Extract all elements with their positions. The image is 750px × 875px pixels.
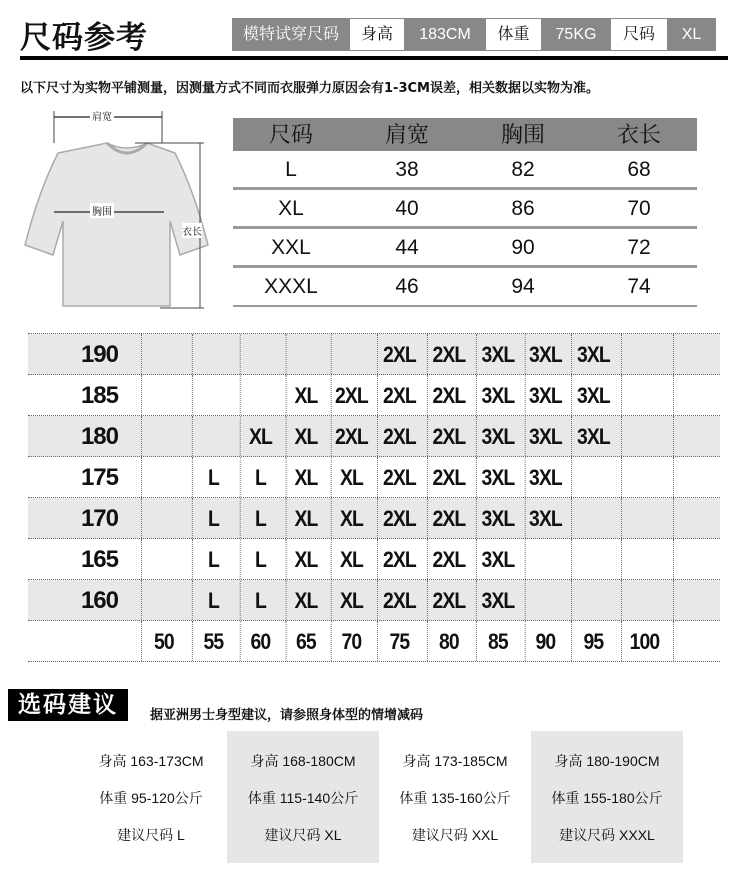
grid-row [28, 375, 720, 416]
advice-weight: 体重 155-180公斤 [551, 790, 663, 806]
advice-card [75, 731, 227, 863]
model-height-label: 身高 [350, 19, 404, 50]
size-cell: L [192, 580, 234, 620]
model-info-strip [232, 18, 716, 51]
size-cell: 3XL [476, 498, 519, 538]
size-cell: 3XL [476, 580, 519, 620]
model-height: 183CM [419, 26, 471, 43]
size-cell: XL [286, 457, 326, 497]
measurement-note: 以下尺寸为实物平铺测量，因测量方式不同而衣服弹力原因会有1-3CM误差，相关数据以实物为准。 [20, 81, 599, 96]
weight-label: 85 [476, 621, 519, 661]
model-label: 模特试穿尺码 [242, 26, 339, 43]
model-size: XL [681, 26, 702, 43]
size-cell: XL [331, 457, 371, 497]
advice-height: 身高 173-185CM [402, 753, 508, 769]
weight-label [673, 621, 717, 661]
advice-title: 选码建议 [8, 689, 128, 721]
spec-cell: 82 [511, 158, 535, 181]
advice-subtitle: 据亚洲男士身型建议，请参照身体型的情增减码 [150, 708, 424, 723]
spec-header-cell: 衣长 [616, 122, 661, 147]
size-cell: 2XL [377, 334, 421, 374]
size-cell [673, 539, 717, 579]
spec-row [233, 229, 697, 268]
size-cell: L [240, 457, 280, 497]
size-cell [621, 416, 667, 456]
spec-header-cell: 肩宽 [384, 122, 429, 147]
weight-label: 75 [377, 621, 421, 661]
size-cell [621, 334, 667, 374]
size-cell [141, 457, 186, 497]
size-cell: L [192, 498, 234, 538]
size-cell [240, 375, 280, 415]
size-cell: 3XL [525, 334, 565, 374]
advice-weight: 体重 95-120公斤 [99, 790, 203, 806]
size-cell: 2XL [377, 375, 421, 415]
size-cell: 2XL [427, 539, 470, 579]
size-cell: 3XL [476, 539, 519, 579]
size-cell [571, 539, 615, 579]
size-cell: 3XL [476, 334, 519, 374]
size-cell [141, 539, 186, 579]
spec-header-cell: 尺码 [268, 122, 313, 147]
size-grid [28, 333, 720, 662]
size-cell: L [192, 457, 234, 497]
advice-height: 身高 180-190CM [554, 753, 660, 769]
tshirt-icon [20, 103, 220, 313]
size-cell: XL [286, 539, 326, 579]
model-size-label: 尺码 [611, 19, 667, 50]
advice-card [379, 731, 531, 863]
size-cell [673, 416, 717, 456]
height-label: 190 [80, 341, 118, 368]
size-cell: 2XL [331, 375, 371, 415]
size-cell: L [192, 539, 234, 579]
size-cell: 2XL [331, 416, 371, 456]
spec-row [233, 151, 697, 190]
grid-row [28, 334, 720, 375]
weight-label: 55 [192, 621, 234, 661]
size-cell: 2XL [427, 375, 470, 415]
advice-size: 建议尺码 XXL [411, 827, 499, 843]
advice-weight: 体重 135-160公斤 [399, 790, 511, 806]
spec-cell: 72 [627, 236, 651, 259]
advice-card [531, 731, 683, 863]
size-cell [331, 334, 371, 374]
size-cell: L [240, 498, 280, 538]
weight-corner [28, 621, 138, 661]
size-cell: 3XL [571, 334, 615, 374]
size-cell [192, 375, 234, 415]
spec-cell: 94 [511, 275, 535, 298]
size-cell: XL [286, 375, 326, 415]
grid-row [28, 580, 720, 621]
size-spec-table [233, 118, 697, 307]
advice-cards [75, 731, 683, 863]
weight-label: 90 [525, 621, 565, 661]
size-cell: 3XL [476, 416, 519, 456]
size-cell: L [240, 539, 280, 579]
spec-cell: 38 [395, 158, 419, 181]
height-label: 170 [80, 505, 118, 532]
size-cell: 2XL [427, 457, 470, 497]
size-cell: 3XL [525, 457, 565, 497]
height-label: 165 [80, 546, 118, 573]
spec-cell: 46 [395, 275, 419, 298]
size-cell [525, 580, 565, 620]
grid-row [28, 416, 720, 457]
size-cell: XL [331, 539, 371, 579]
length-label: 衣长 [182, 223, 202, 238]
advice-size: 建议尺码 XXXL [559, 827, 655, 843]
size-cell [571, 498, 615, 538]
weight-label: 80 [427, 621, 470, 661]
shoulder-label: 肩宽 [90, 108, 114, 123]
size-cell [673, 498, 717, 538]
size-cell: L [240, 580, 280, 620]
size-cell: 2XL [377, 416, 421, 456]
size-cell: 3XL [476, 457, 519, 497]
spec-header [233, 118, 697, 151]
weight-label: 50 [141, 621, 186, 661]
weight-label: 95 [571, 621, 615, 661]
size-cell [192, 416, 234, 456]
size-cell: XL [331, 580, 371, 620]
size-cell: 2XL [427, 416, 470, 456]
size-cell [673, 334, 717, 374]
size-cell: 2XL [377, 580, 421, 620]
size-cell: 3XL [571, 375, 615, 415]
model-weight-label: 体重 [486, 19, 541, 50]
height-label: 160 [80, 587, 118, 614]
tshirt-diagram [20, 103, 220, 313]
size-cell: 2XL [427, 334, 470, 374]
size-cell: XL [286, 498, 326, 538]
size-cell: XL [286, 580, 326, 620]
divider [20, 56, 728, 60]
weight-label: 70 [331, 621, 371, 661]
size-cell [673, 580, 717, 620]
spec-row [233, 190, 697, 229]
size-cell: 2XL [377, 498, 421, 538]
size-cell: 2XL [377, 539, 421, 579]
spec-header-cell: 胸围 [500, 122, 545, 147]
spec-cell: XXXL [264, 275, 318, 298]
spec-cell: 86 [511, 197, 535, 220]
size-cell: 2XL [427, 580, 470, 620]
size-cell [621, 580, 667, 620]
height-label: 180 [80, 423, 118, 450]
weight-label: 100 [621, 621, 667, 661]
size-cell [621, 457, 667, 497]
size-cell: 2XL [377, 457, 421, 497]
size-cell [141, 580, 186, 620]
size-cell [621, 498, 667, 538]
weight-label: 60 [240, 621, 280, 661]
grid-row [28, 457, 720, 498]
size-cell [141, 375, 186, 415]
size-cell [571, 457, 615, 497]
size-cell: 3XL [476, 375, 519, 415]
advice-height: 身高 163-173CM [98, 753, 204, 769]
size-cell [192, 334, 234, 374]
spec-cell: 68 [627, 158, 651, 181]
size-cell [621, 539, 667, 579]
grid-row [28, 498, 720, 539]
size-cell: XL [240, 416, 280, 456]
spec-cell: 44 [395, 236, 419, 259]
size-cell [673, 457, 717, 497]
spec-cell: 40 [395, 197, 419, 220]
grid-row [28, 539, 720, 580]
size-cell [286, 334, 326, 374]
spec-cell: L [285, 158, 297, 181]
advice-size: 建议尺码 XL [264, 827, 342, 843]
spec-cell: 70 [627, 197, 651, 220]
size-cell [673, 375, 717, 415]
size-cell: 3XL [525, 375, 565, 415]
size-cell: 3XL [571, 416, 615, 456]
advice-weight: 体重 115-140公斤 [247, 790, 359, 806]
weight-label: 65 [286, 621, 326, 661]
size-cell [141, 334, 186, 374]
size-cell: 2XL [427, 498, 470, 538]
model-weight: 75KG [555, 26, 597, 43]
size-cell: 3XL [525, 416, 565, 456]
size-cell [571, 580, 615, 620]
size-cell: XL [331, 498, 371, 538]
height-label: 185 [80, 382, 118, 409]
size-cell [240, 334, 280, 374]
advice-card [227, 731, 379, 863]
weight-row [28, 621, 720, 662]
spec-cell: 90 [511, 236, 535, 259]
size-cell: XL [286, 416, 326, 456]
advice-height: 身高 168-180CM [250, 753, 356, 769]
height-label: 175 [80, 464, 118, 491]
size-cell [621, 375, 667, 415]
size-cell [525, 539, 565, 579]
spec-row [233, 268, 697, 307]
page-title: 尺码参考 [20, 20, 148, 56]
spec-cell: 74 [627, 275, 651, 298]
spec-cell: XL [278, 197, 304, 220]
advice-size: 建议尺码 L [117, 827, 185, 843]
spec-cell: XXL [271, 236, 311, 259]
size-cell [141, 498, 186, 538]
chest-label: 胸围 [90, 203, 114, 218]
size-cell: 3XL [525, 498, 565, 538]
size-cell [141, 416, 186, 456]
